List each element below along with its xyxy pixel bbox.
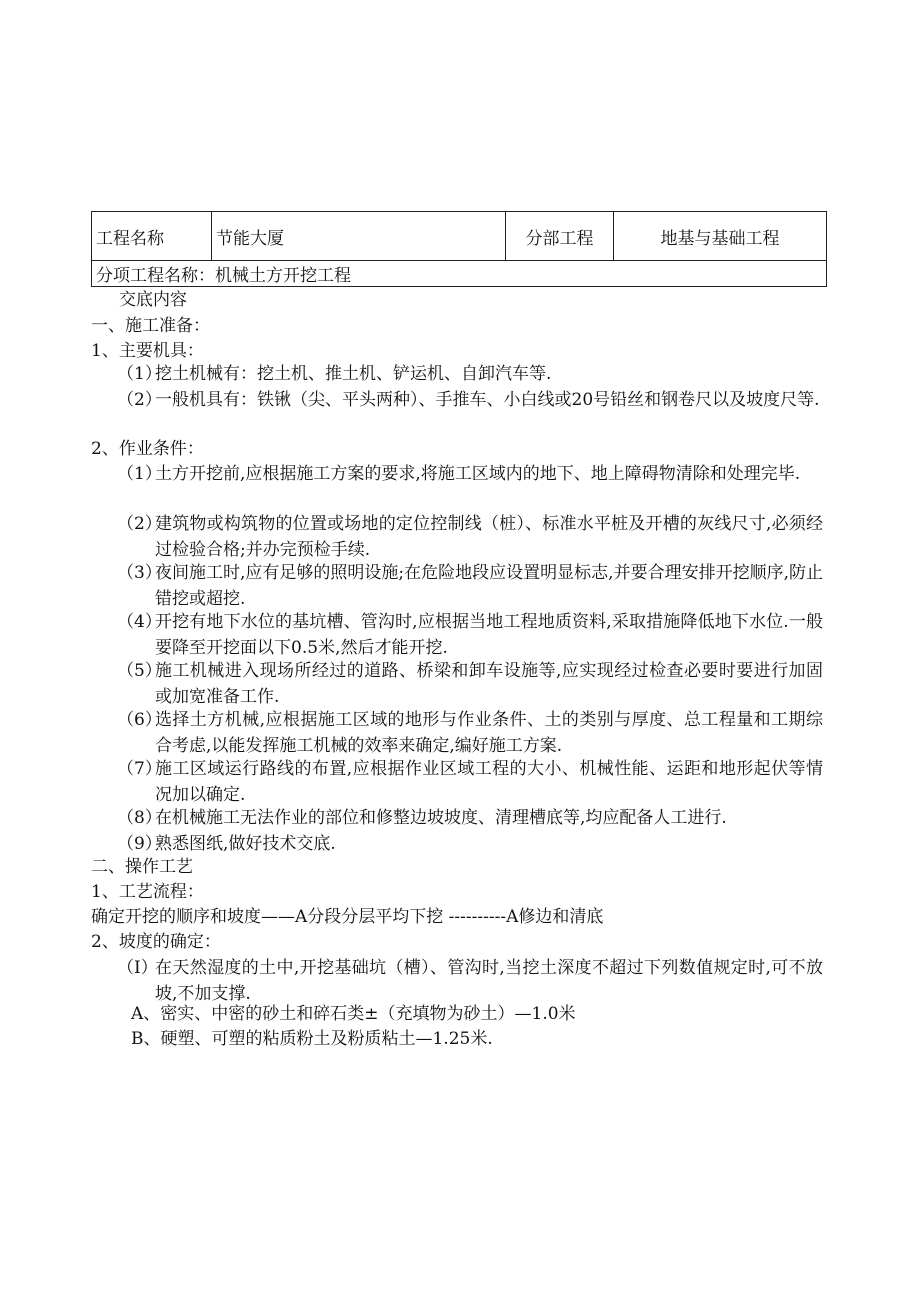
project-name-value: 节能大厦 xyxy=(212,212,506,261)
list-item-text: 土方开挖前,应根据施工方案的要求,将施工区域内的地下、地上障碍物清除和处理完毕. xyxy=(155,464,801,484)
list-item-number: （I） xyxy=(117,958,158,978)
list-item-text: 熟悉图纸,做好技术交底. xyxy=(155,834,336,854)
list-item-text: 在天然湿度的土中,开挖基础坑（槽）、管沟时,当挖土深度不超过下列数值规定时,可不放坡,不加支撑. xyxy=(155,958,823,1004)
section-slope: 2、坡度的确定： xyxy=(91,932,221,952)
list-item-number: （2） xyxy=(117,514,162,534)
list-item-text: 施工区域运行路线的布置,应根据作业区域工程的大小、机械性能、运距和地形起伏等情况加以确定. xyxy=(155,759,823,805)
slope-item-b: B、硬塑、可塑的粘质粉土及粉质粘土—1.25米. xyxy=(131,1029,493,1049)
list-item-number: （8） xyxy=(117,808,162,828)
list-item-number: （5） xyxy=(117,661,162,681)
subitem-name: 分项工程名称：机械土方开挖工程 xyxy=(92,261,827,287)
slope-item-a: A、密实、中密的砂土和碎石类±（充填物为砂土）—1.0米 xyxy=(131,1004,576,1024)
list-item-number: （1） xyxy=(117,464,162,484)
list-item-text: 施工机械进入现场所经过的道路、桥梁和卸车设施等,应实现经过检查必要时要进行加固或加宽准备工作. xyxy=(155,661,823,707)
list-item-number: （3） xyxy=(117,563,162,583)
list-item-text: 一般机具有：铁锹（尖、平头两种）、手推车、小白线或20号铅丝和钢卷尺以及坡度尺等. xyxy=(155,390,820,410)
list-item-number: （4） xyxy=(117,612,162,632)
list-item-number: （7） xyxy=(117,759,162,779)
list-item-text: 夜间施工时,应有足够的照明设施;在危险地段应设置明显标志,并要合理安排开挖顺序,防止错挖或超挖. xyxy=(155,563,823,609)
list-item-number: （6） xyxy=(117,710,162,730)
section-main-tools: 1、主要机具： xyxy=(91,341,204,361)
project-name-label: 工程名称 xyxy=(92,212,212,261)
list-item-text: 在机械施工无法作业的部位和修整边坡坡度、清理槽底等,均应配备人工进行. xyxy=(155,808,727,828)
section-process-flow: 1、工艺流程： xyxy=(91,882,204,902)
header-row xyxy=(92,212,827,261)
list-item-number: （1） xyxy=(117,364,162,384)
section-preparation: 一、施工准备： xyxy=(91,316,210,336)
division-value: 地基与基础工程 xyxy=(614,212,827,261)
subitem-row xyxy=(92,261,827,287)
section-operation-process: 二、操作工艺 xyxy=(91,857,193,877)
content-title: 交底内容 xyxy=(119,290,187,310)
header-table xyxy=(91,211,827,287)
section-work-conditions: 2、作业条件： xyxy=(91,439,204,459)
list-item-text: 选择土方机械,应根据施工区域的地形与作业条件、土的类别与厚度、总工程量和工期综合考虑,以能发挥施工机械的效率来确定,编好施工方案. xyxy=(155,710,823,756)
list-item-text: 开挖有地下水位的基坑槽、管沟时,应根据当地工程地质资料,采取措施降低地下水位.一般要降至开挖面以下0.5米,然后才能开挖. xyxy=(155,612,823,658)
list-item-text: 挖土机械有：挖土机、推土机、铲运机、自卸汽车等. xyxy=(155,364,552,384)
process-flow-text: 确定开挖的顺序和坡度——A分段分层平均下挖 ----------A修边和清底 xyxy=(91,907,604,927)
list-item-number: （9） xyxy=(117,834,162,854)
list-item-number: （2） xyxy=(117,390,162,410)
list-item-text: 建筑物或构筑物的位置或场地的定位控制线（桩）、标准水平桩及开槽的灰线尺寸,必须经过检验合格;并办完预检手续. xyxy=(155,514,823,560)
division-label: 分部工程 xyxy=(506,212,614,261)
